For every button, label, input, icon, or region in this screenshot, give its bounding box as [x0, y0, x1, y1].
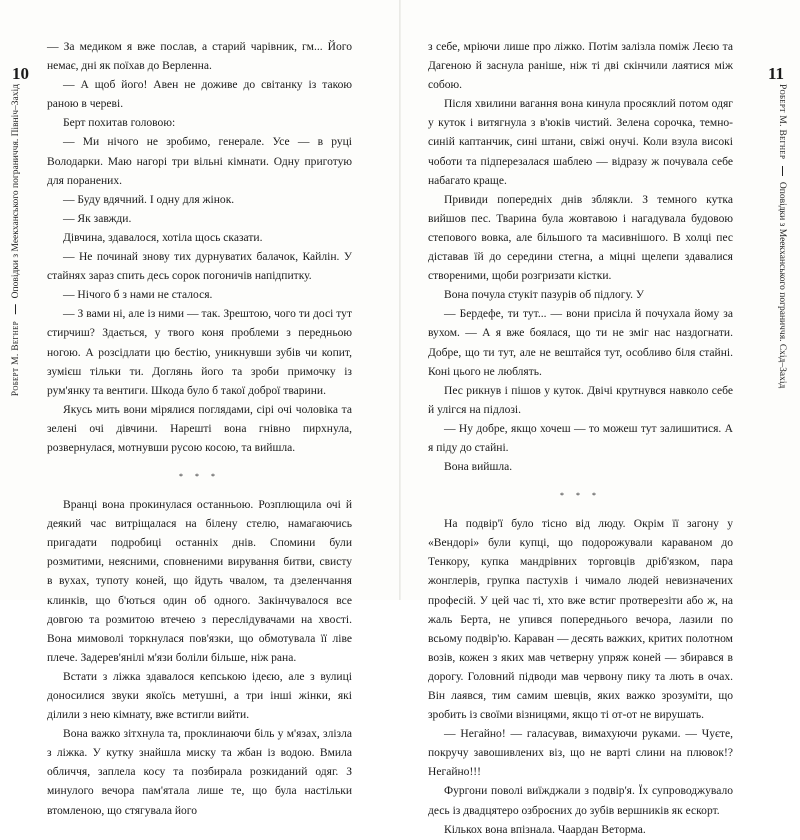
paragraph: — З вами ні, але із ними — так. Зрештою, чого ти досі тут стирчиш? Здається, у твого коня проблеми з передньою ногою. А розсідлати цю бестію, уникнувши зубів чи копит, зумієш тільки ти. Доглянь його та зроби примочку із рум'янку та вентиги. Шкода було б такої доброї тварини. [47, 308, 352, 397]
paragraph: На подвір'ї було тісно від люду. Окрім її загону у «Вендорі» були купці, що подорожували караваном до Тенкору, купка мандрівних торговців дріб'язком, пара жонглерів, групка пастухів і чимало людей невизначених професій. У цей час ті, хто вже встиг протверезіти або ж, на жаль Берта, не упився попереднього вечора, лазили по всьому подвір'ю. Караван — десять важких, критих полотном возів, кожен з яких мав четверну упряж коней — збирався в дорогу. Головний підводи мав червону пику та лють в очах. Він лаявся, тим самим шевців, яких важко зрозуміти, що зробить із своїми візницями, якщо ті от-от не вирушать. [428, 518, 733, 722]
paragraph: Вона важко зітхнула та, проклинаючи біль у м'язах, злізла з ліжка. У кутку знайшла миску та жбан із водою. Вмила обличчя, заплела косу та позбирала розкиданий одяг. З минулого вечора пам'ятала лише те, що була настільки втомленою, що стягувала його [47, 728, 352, 817]
paragraph: Дівчина, здавалося, хотіла щось сказати. [63, 231, 263, 244]
right-running-head-author: Роберт М. Вегнер [777, 84, 787, 160]
left-running-head-title: Оповідки з Меекханського пограниччя. Північ–Захід [11, 84, 21, 299]
right-running-head-separator [782, 166, 783, 176]
paragraph: з себе, мріючи лише про ліжко. Потім залізла поміж Леєю та Дагеною й заснула раніше, ніж ті дві скінчили лаятися між собою. [428, 41, 733, 92]
paragraph: — Ну добре, якщо хочеш — то можеш тут залишитися. А я піду до стайні. [428, 422, 733, 454]
paragraph: — За медиком я вже послав, а старий чарівник, гм... Його немає, дні як поїхав до Верленна. [47, 41, 352, 73]
paragraph: Вранці вона прокинулася останньою. Розплющила очі й деякий час витріщалася на білену стелю, намагаючись пригадати подробиці останніх днів. Спомини були розмитими, неясними, сповненими вирування битви, свисту в вухах, тупоту коней, що йдуть чвалом, та дзеленчання клинків, що б'ються один об одного. Закінчувалося все довгою та розмитою втечею з переслідувачами на хвості. Вона мимоволі торкнулася пов'язки, що обмотувала її ліве плече. Задерев'янілі м'язи боліли більше, ніж рана. [47, 499, 352, 664]
paragraph: Кількох вона впізнала. Чаардан Ветормa. [444, 823, 646, 836]
left-page-number: 10 [12, 64, 29, 83]
section-break: * * * [560, 491, 601, 501]
paragraph: — А щоб його! Авен не доживе до світанку із такою раною в череві. [47, 79, 352, 111]
paragraph: — Буду вдячний. І одну для жінок. [63, 193, 235, 206]
paragraph: — Ми нічого не зробимо, генерале. Усе — в руці Володарки. Маю нагорі три вільні кімнати. Одну приготую для поранених. [47, 136, 352, 187]
paragraph: Пес рикнув і пішов у куток. Двічі крутнувся навколо себе й улігся на підлозі. [428, 384, 733, 416]
right-running-head-title: Оповідки з Меекханського пограниччя. Схід–Захід [777, 181, 787, 389]
book-gutter [399, 0, 401, 600]
left-running-head-author: Роберт М. Вегнер [11, 321, 21, 397]
left-page-text [47, 38, 352, 821]
paragraph: — Бердефе, ти тут... — вони присіла й почухала йому за вухом. — А я вже боялася, що ти не зміг нас наздогнати. Добре, що ти тут, але не вештайся тут, особливо біля стайні. Коні цього не люблять. [428, 308, 733, 378]
paragraph: — Нічого б з нами не сталося. [63, 289, 213, 302]
paragraph: — Не починай знову тих дурнуватих балачок, Кайлін. У стайнях зараз спить десь сорок погоничів напідпитку. [47, 251, 352, 283]
paragraph: — Негайно! — галасував, вимахуючи руками. — Чуєте, покручу завошивлених віз, що не варті слини на плювок!? Негайно!!! [428, 728, 733, 779]
paragraph: Привиди попередніх днів зблякли. З темного кутка вийшов пес. Тварина була жовтавою і нагадувала будовою степового вовка, але більшого та масивнішого. В холці пес діставав їй до середини стегна, а міцні щелепи здавалися створеними, щоби розгризати кістки. [428, 193, 733, 283]
right-page-text [428, 38, 733, 840]
left-running-head [10, 84, 22, 396]
paragraph: Після хвилини вагання вона кинула просяклий потом одяг у куток і витягнула з в'юків чистий. Зелена сорочка, темно-синій каптанчик, сині штани, свіжі онучі. Коли взула високі чоботи та підперезалася шаблею — відразу ж почувала себе набагато краще. [428, 98, 733, 187]
paragraph: Берт похитав головою: [63, 117, 176, 130]
paragraph: Встати з ліжка здавалося кепською ідеєю, але з вулиці доносилися звуки якоїсь метушні, а три інші жінки, які ділили з нею кімнату, вже встигли вийти. [47, 670, 352, 722]
right-page-number: 11 [768, 64, 785, 83]
right-running-head [776, 84, 788, 388]
paragraph: — Як завжди. [63, 212, 132, 225]
paragraph: Фургони поволі виїжджали з подвір'я. Їх супроводжувало десь із двадцятеро озброєних до зубів вершників як ескорт. [428, 785, 733, 817]
paragraph: Якусь мить вони мірялися поглядами, сірі очі чоловіка та зелені очі дівчини. Нарешті вона гнівно пирхнула, розвернулася, мотнувши русою косою, та вийшла. [47, 403, 352, 454]
left-running-head-separator [16, 305, 17, 315]
paragraph: Вона почула стукіт пазурів об підлогу. У [444, 289, 645, 302]
section-break: * * * [179, 472, 220, 482]
paragraph: Вона вийшла. [444, 461, 513, 474]
